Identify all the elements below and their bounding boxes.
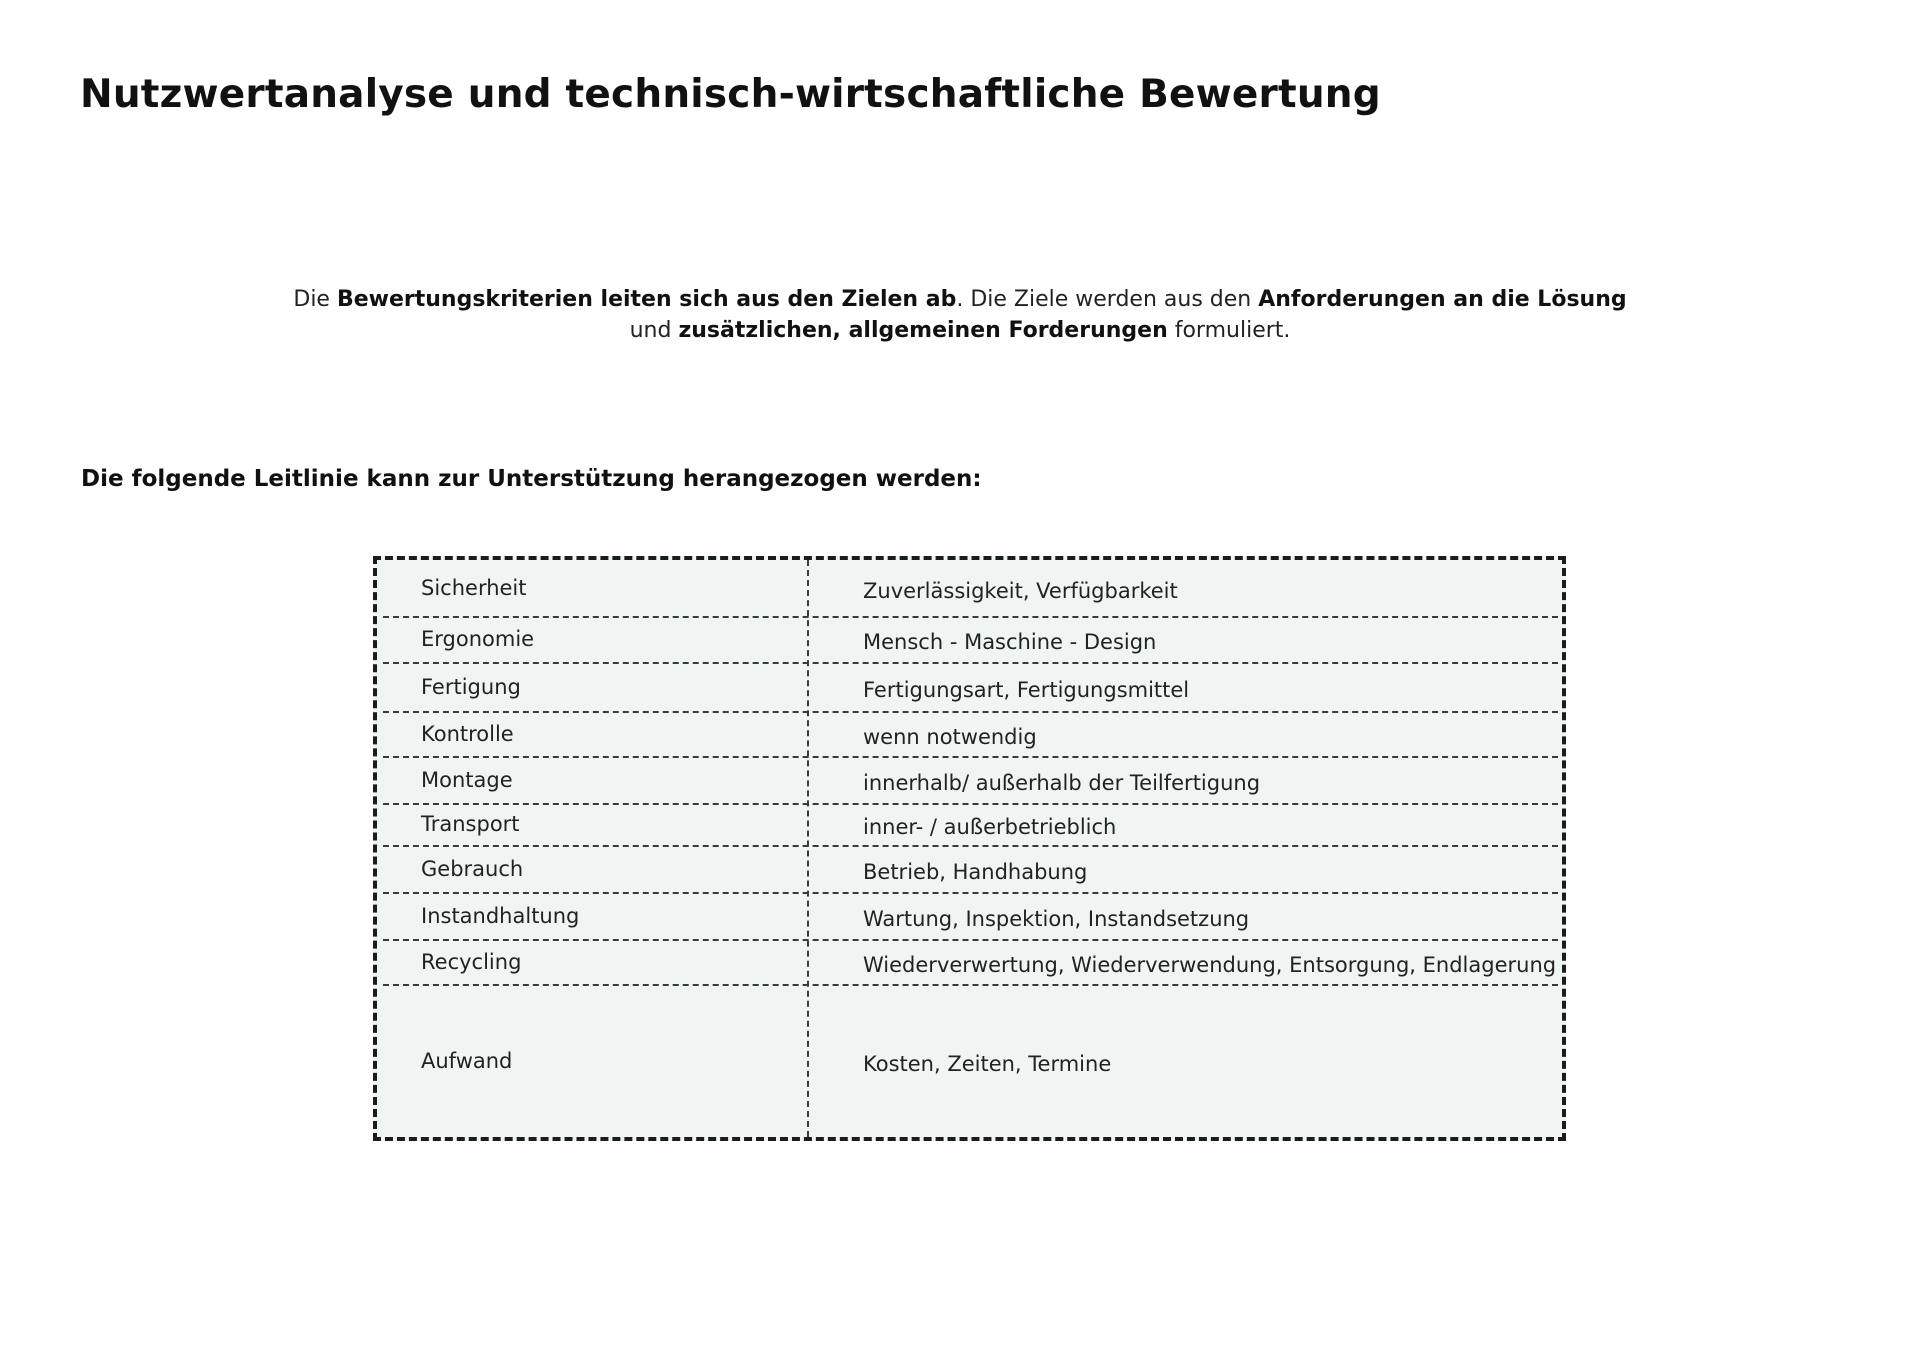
row-divider	[383, 984, 1558, 986]
criterion-cell: Fertigung	[421, 674, 521, 699]
row-divider	[383, 803, 1558, 805]
row-divider	[383, 756, 1558, 758]
criteria-table	[373, 556, 1566, 1141]
criterion-cell: Instandhaltung	[421, 903, 580, 928]
intro-emphasis: Anforderungen an die Lösung	[1258, 287, 1627, 312]
intro-text: . Die Ziele werden aus den	[956, 287, 1259, 312]
row-divider	[383, 892, 1558, 894]
column-divider	[807, 560, 809, 1137]
criterion-cell: Montage	[421, 767, 513, 792]
intro-emphasis: Bewertungskriterien leiten sich aus den Zielen ab	[336, 287, 957, 312]
detail-cell: inner- / außerbetrieblich	[863, 815, 1117, 839]
intro-line-1	[0, 284, 1920, 315]
criterion-cell: Kontrolle	[421, 721, 514, 746]
intro-text: formuliert.	[1167, 318, 1291, 343]
detail-cell: Wartung, Inspektion, Instandsetzung	[863, 906, 1250, 931]
criterion-cell: Ergonomie	[421, 627, 535, 651]
detail-cell: Betrieb, Handhabung	[863, 859, 1088, 884]
intro-emphasis: zusätzlichen, allgemeinen Forderungen	[678, 318, 1168, 343]
detail-cell: innerhalb/ außerhalb der Teilfertigung	[863, 770, 1261, 795]
row-divider	[383, 939, 1558, 941]
row-divider	[383, 845, 1558, 847]
detail-cell: Wiederverwertung, Wiederverwendung, Entsorgung, Endlagerung	[863, 952, 1557, 977]
criterion-cell: Transport	[421, 812, 520, 836]
row-divider	[383, 711, 1558, 713]
page-title: Nutzwertanalyse und technisch-wirtschaftliche Bewertung	[80, 72, 1381, 117]
row-divider	[383, 616, 1558, 618]
intro-text: Die	[293, 287, 337, 312]
intro-line-2	[0, 315, 1920, 346]
criterion-cell: Aufwand	[421, 1048, 513, 1073]
row-divider	[383, 662, 1558, 664]
detail-cell: wenn notwendig	[863, 724, 1037, 749]
criterion-cell: Recycling	[421, 949, 522, 974]
guideline-heading: Die folgende Leitlinie kann zur Unterstützung herangezogen werden:	[81, 466, 982, 492]
detail-cell: Zuverlässigkeit, Verfügbarkeit	[863, 578, 1178, 603]
criterion-cell: Sicherheit	[421, 575, 527, 600]
intro-text: und	[629, 318, 679, 343]
criterion-cell: Gebrauch	[421, 856, 524, 881]
intro-paragraph	[0, 284, 1920, 346]
detail-cell: Mensch - Maschine - Design	[863, 630, 1157, 654]
detail-cell: Fertigungsart, Fertigungsmittel	[863, 677, 1190, 702]
detail-cell: Kosten, Zeiten, Termine	[863, 1051, 1112, 1076]
